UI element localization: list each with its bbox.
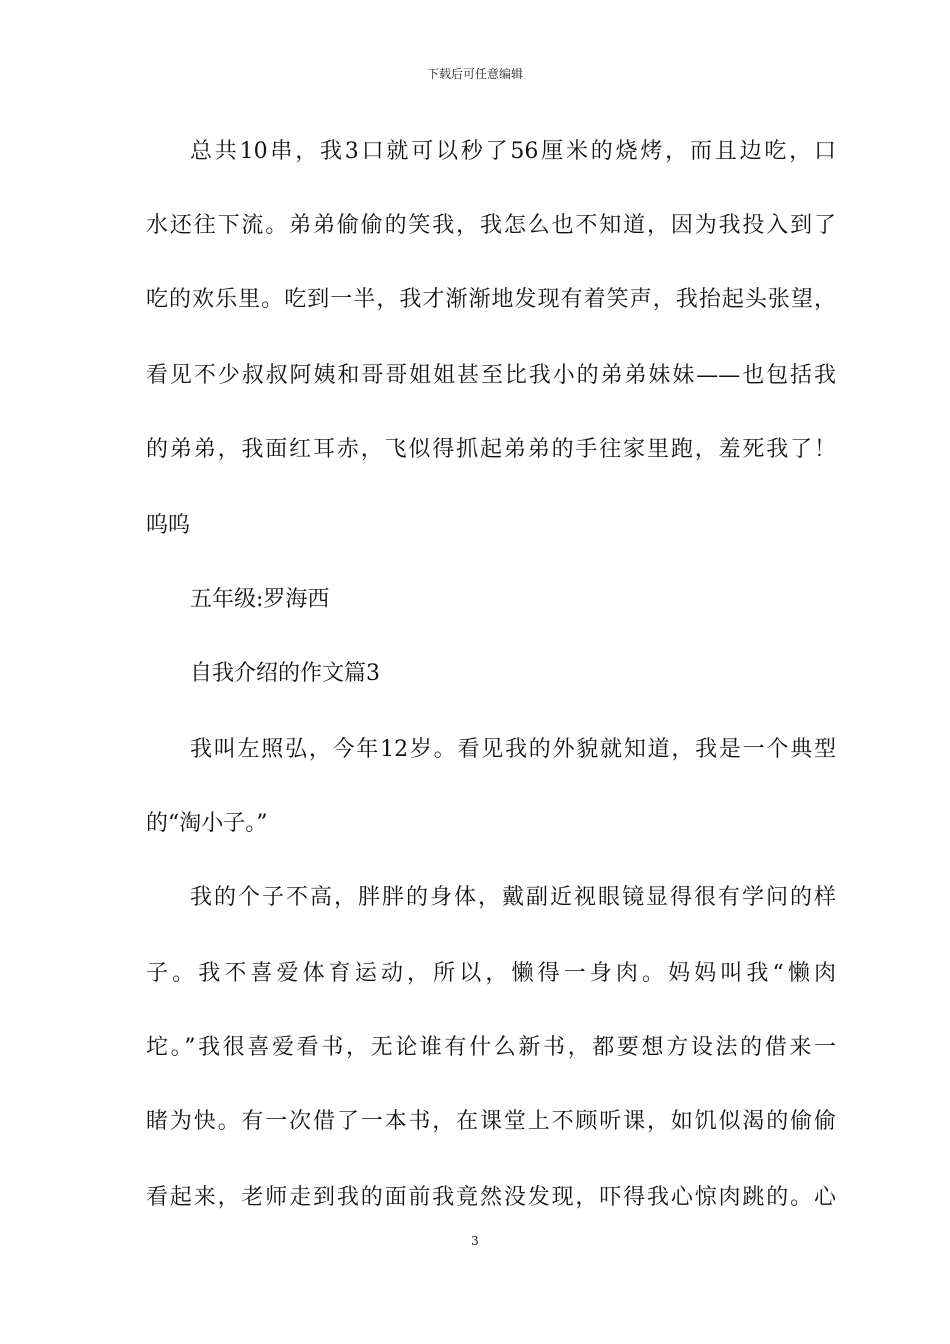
text-line: 坨。”我很喜爱看书，无论谁有什么新书，都要想方设法的借来一 xyxy=(146,1035,836,1060)
text-line: 我叫左照弘，今年12岁。看见我的外貌就知道，我是一个典型 xyxy=(190,737,836,762)
text-line: 看起来，老师走到我的面前我竟然没发现，吓得我心惊肉跳的。心 xyxy=(146,1185,836,1210)
text-line: 吃的欢乐里。吃到一半，我才渐渐地发现有着笑声，我抬起头张望， xyxy=(146,287,836,312)
author-line: 五年级:罗海西 xyxy=(190,587,330,612)
text-line: 水还往下流。弟弟偷偷的笑我，我怎么也不知道，因为我投入到了 xyxy=(146,213,836,238)
text-line: 看见不少叔叔阿姨和哥哥姐姐甚至比我小的弟弟妹妹——也包括我 xyxy=(146,363,836,388)
page-number: 3 xyxy=(471,1234,479,1248)
page-header: 下载后可任意编辑 xyxy=(426,67,523,81)
text-line: 我的个子不高，胖胖的身体，戴副近视眼镜显得很有学问的样 xyxy=(190,885,836,910)
text-line: 子。我不喜爱体育运动，所以，懒得一身肉。妈妈叫我“懒肉 xyxy=(146,961,836,986)
text-line: 呜呜 xyxy=(146,513,191,538)
essay-title: 自我介绍的作文篇3 xyxy=(190,661,380,686)
text-line: 的弟弟，我面红耳赤，飞似得抓起弟弟的手往家里跑，羞死我了！ xyxy=(146,437,836,462)
text-line: 睹为快。有一次借了一本书，在课堂上不顾听课，如饥似渴的偷偷 xyxy=(146,1109,836,1134)
text-line: 总共10串，我3口就可以秒了56厘米的烧烤，而且边吃，口 xyxy=(190,139,836,164)
text-line: 的“淘小子。” xyxy=(146,811,268,836)
